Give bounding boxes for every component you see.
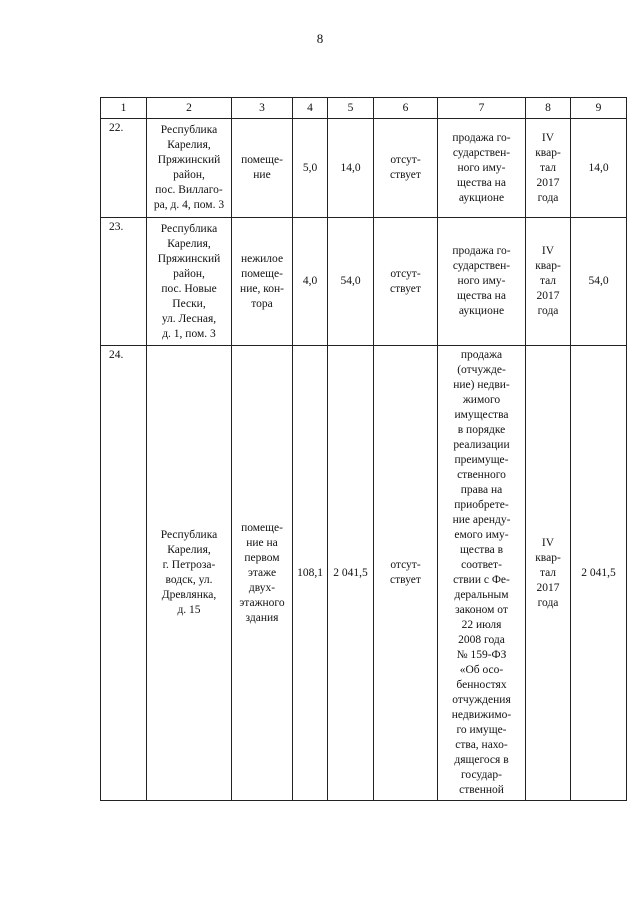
income-cell: 14,0 (571, 119, 627, 218)
header-cell: 5 (328, 98, 374, 119)
address-cell: Республика Карелия, Пряжинский район, пос. Виллаго- ра, д. 4, пом. 3 (147, 119, 232, 218)
period-cell: IV квар- тал 2017 года (526, 218, 571, 346)
income-cell: 2 041,5 (571, 346, 627, 801)
type-cell: нежилое помеще- ние, кон- тора (232, 218, 293, 346)
property-table (100, 97, 627, 801)
header-cell: 2 (147, 98, 232, 119)
row-number: 23. (101, 218, 147, 346)
type-cell: помеще- ние на первом этаже двух- этажного здания (232, 346, 293, 801)
row-number: 24. (101, 346, 147, 801)
area-cell: 108,1 (293, 346, 328, 801)
value-cell: 14,0 (328, 119, 374, 218)
value-cell: 54,0 (328, 218, 374, 346)
method-cell: продажа (отчужде- ние) недви- жимого имущества в порядке реализации преимуще- ственного права на приобрете- ние аренду- емого иму- щества в соответ- ствии с Фе- деральным законом от 22 июля 2008 года № 159-ФЗ «Об осо- бенностях отчуждения недвижимо- го имуще- ства, нахо- дящегося в государ- ственной (438, 346, 526, 801)
header-cell: 3 (232, 98, 293, 119)
row-number: 22. (101, 119, 147, 218)
encumbrance-cell: отсут- ствует (374, 119, 438, 218)
method-cell: продажа го- сударствен- ного иму- щества на аукционе (438, 119, 526, 218)
page-number: 8 (316, 31, 324, 46)
header-cell: 1 (101, 98, 147, 119)
header-cell: 9 (571, 98, 627, 119)
address-cell: Республика Карелия, Пряжинский район, пос. Новые Пески, ул. Лесная, д. 1, пом. 3 (147, 218, 232, 346)
period-cell: IV квар- тал 2017 года (526, 119, 571, 218)
period-cell: IV квар- тал 2017 года (526, 346, 571, 801)
header-row (101, 98, 627, 119)
income-cell: 54,0 (571, 218, 627, 346)
method-cell: продажа го- сударствен- ного иму- щества на аукционе (438, 218, 526, 346)
header-cell: 6 (374, 98, 438, 119)
type-cell: помеще- ние (232, 119, 293, 218)
area-cell: 4,0 (293, 218, 328, 346)
area-cell: 5,0 (293, 119, 328, 218)
header-cell: 8 (526, 98, 571, 119)
encumbrance-cell: отсут- ствует (374, 218, 438, 346)
address-cell: Республика Карелия, г. Петроза- водск, ул. Древлянка, д. 15 (147, 346, 232, 801)
table-row (101, 346, 627, 801)
encumbrance-cell: отсут- ствует (374, 346, 438, 801)
header-cell: 7 (438, 98, 526, 119)
header-cell: 4 (293, 98, 328, 119)
table-row (101, 218, 627, 346)
table-row (101, 119, 627, 218)
value-cell: 2 041,5 (328, 346, 374, 801)
